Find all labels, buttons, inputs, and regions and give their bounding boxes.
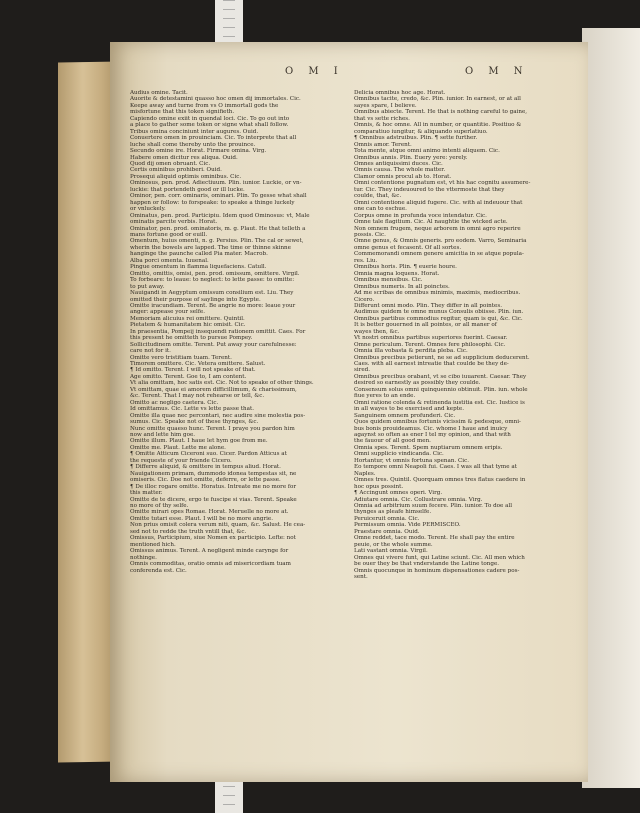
dictionary-line: Omitto, omittis, omisi, pen. prod. omissum, omittere. Virgil. [130,270,300,277]
dictionary-line: res. Liu. [354,257,378,264]
dictionary-line: Ad me scribas de omnibus minimis, maximis, mediocribus. [354,290,521,297]
dictionary-line: Naples. [354,470,376,477]
dictionary-line: Omnibus annis. Plin. Euery yere: yerely. [354,154,468,161]
dictionary-line: anger: appease your selfe. [130,309,205,316]
dictionary-line: Delicia omnibus hoc age. Horat. [354,90,446,96]
dictionary-line: Omnia spes. Terent. Spem nuptiarum omnem eripis. [354,444,503,451]
dictionary-line: omiseris. Cic. Doe not omitte, deferre, or lette passe. [130,477,281,484]
dictionary-line: Omnibus partibus commodius regitur, quam is qui, &c. Cic. [354,315,523,322]
dictionary-line: Omissus, Participium, siue Nomen ex participio. Lefte: not [130,535,296,542]
dictionary-line: Omitte vero tristitiam tuam. Terent. [130,354,232,361]
dictionary-line: sired. [354,367,371,374]
dictionary-line: omne genus et fecasent. Of all sortes. [354,244,462,251]
dictionary-line: this matter. [130,490,163,497]
dictionary-line: no more of thy selfe. [130,503,189,509]
dictionary-line: Omitto ac negligo caetera. Cic. [130,399,219,406]
dictionary-line: Alba porci omenta. Iuuenal. [130,257,209,264]
dictionary-line: the requeste of your friende Cicero. [130,457,232,464]
dictionary-line: Omnia magna loquens. Horat. [354,270,440,277]
dictionary-line: &c. Terent. That I may not rehearse or tell, &c. [130,393,265,400]
dictionary-line: ¶ Id omitto. Terent. I will not speake of that. [130,367,256,374]
dictionary-line: Timorem omittere. Cic. Vetera omittere. Salust. [130,361,266,368]
dictionary-line: Hortantur, vt omnis fortuna spenan. Cic. [354,457,469,464]
dictionary-line: be ouer they be that vnderstande the Latine tonge. [354,561,500,568]
dictionary-line: Omnibus horis. Plin. ¶ euerie houre. [354,264,457,271]
dictionary-line: Omne periculum. Terent. Omnes fere philosophi. Cic. [354,341,506,348]
dictionary-line: Tota mente, atque omni animo intenti aliquem. Cic. [354,148,500,155]
dictionary-line: Omni supplicio vindicanda. Cic. [354,451,444,458]
dictionary-line: Quod dij omen obruant. Cic. [130,160,211,167]
dictionary-line: Age omitto. Terent. Goe to, I am content. [130,373,247,380]
dictionary-line: agaynst so often as ener I tel my opinion, and that with [354,432,511,439]
dictionary-line: Peruiceruit omnia. Cic. [354,515,420,522]
dictionary-line: tur. Cic. They indeuoured to the vttermoste that they [354,186,505,193]
dictionary-line: Omni contentione pugnatum est, vt his hac cognitu assumere- [354,180,531,187]
dictionary-line: Omnibus abiecte. Terent. He that is nothing careful to gaine, [354,109,528,116]
dictionary-line: Nauigationem primam, dummodo idonea tempestas sit, ne [130,470,297,477]
dictionary-line: Prosequi aliquid optimis ominibus. Cic. [130,173,242,180]
dictionary-line: Omnibus precibus orabant, vt se cibo iuuarent. Caesar. They [354,373,527,380]
dictionary-line: Caes. with all earnest intreatie that coulde be they de- [354,361,509,368]
dictionary-line: Audimus quidem te omne munus Consulis obiisse. Plin. iun. [354,309,524,316]
dictionary-line: nothinge. [130,554,157,561]
dictionary-line: Eo tempore omni Neapoli fui. Caes. I was all that tyme at [354,464,517,471]
dictionary-line: Habere omen dicitur res aliqua. Ouid. [130,154,238,161]
dictionary-line: Omnis causa. The whole matter. [354,167,446,174]
dictionary-line: Omitte de te dicere, ergo te fuscipe si vias. Terent. Speake [130,496,297,503]
dictionary-line: comparatiuo iungitur, & aliquando superlatiuo. [354,128,488,135]
dictionary-line: Pietatem & humanitatem hic omisit. Cic. [130,322,246,329]
dictionary-line: Sollicitudinem omitte. Terent. Put away your carefulnesse: [130,341,297,348]
dictionary-line: Auorite & detestamini quasso hoc omen dij immortales. Cic. [130,96,301,103]
dictionary-line: care not for it. [130,348,171,355]
dictionary-line: Clamor omnis procul ab to. Horat. [354,173,452,180]
dictionary-line: to put away. [130,283,165,290]
dictionary-line: a place to gather some token or signe what shall follow. [130,122,289,129]
dictionary-line: Omitte illum. Plaut. I haue let hym goe from me. [130,438,268,445]
dictionary-line: Ominor, pen. corr. ominaris, ominari. Plin. To gesse what shall [130,193,307,200]
dictionary-line: bus bonis prouideamus. Cic. whome I haue and inuicy [354,425,508,432]
dictionary-line: or vnluckely. [130,206,166,213]
dictionary-line: that vs sette riches. [354,115,410,122]
dictionary-line: possis. Cic. [354,231,386,238]
dictionary-line: Differunt omni modo. Plin. They differ in all pointes. [354,302,502,309]
dictionary-line: sed not to redde the truth vntill that, &c. [130,528,247,535]
dictionary-line: Vt alia omittam, hoc satis est. Cic. Not to speake of other things. [130,380,314,387]
dictionary-line: Omnibus mensibus. Cic. [354,277,423,284]
right-column [354,90,576,580]
dictionary-line: sumus. Cic. Speake not of these thynges, &c. [130,419,259,426]
dictionary-line: Commemorandi omnem genere amicitia in se atque popula- [354,251,524,258]
dictionary-line: Omitte illa quae nec percontari, nec audire sine molestia pos- [130,412,306,419]
dictionary-line: conferenda est. Cic. [130,567,187,574]
dictionary-line: ominatis parcite verbis. Horat. [130,219,218,226]
dictionary-line: Non prius omisit colera verum niti, quam, &c. Salust. He cea- [130,522,306,529]
dictionary-line: Audius omine. Tacit. [130,90,188,96]
dictionary-line: ¶ Accingunt omnes operi. Virg. [354,490,443,497]
dictionary-line: Vt omittam, quae ei amorem difficillimum, & charissimum, [130,386,297,393]
dictionary-line: Corpus omne in profunda voce intendatur. Cic. [354,212,487,219]
dictionary-line: Ominosus, pen. prod. Adiectiuum. Plin. iunior. Luckie, or vn- [130,180,302,187]
dictionary-line: sent. [354,573,368,580]
dictionary-line: happen or follow: to forspeake: to speake a thinge luckely [130,199,295,206]
dictionary-line: Secundo omine ire. Horat. Firmare omina. Virg. [130,148,267,155]
dictionary-line: Omnibus precibus petierunt, ne se ad supplicium deducerent. [354,354,530,361]
dictionary-line: Omni ratione colenda & retinenda iustitia est. Cic. Iustice is [354,399,525,406]
dictionary-line: Omnibus numeris. In all poinctes. [354,283,450,290]
dictionary-line: To forbeare: to leaue: to neglect: to lette passe: to omitte: [130,277,295,284]
dictionary-line: now and lette him goe. [130,432,196,439]
dictionary-line: Omentum, huius omenti, n. g. Persius. Plin. The cal or sewet, [130,238,304,245]
dictionary-line: Capiendo omine exiit in quendal loci. Cic. To go out into [130,115,290,122]
dictionary-line: Conuertere omen in prouinciam. Cic. To interprete that all [130,135,297,142]
dictionary-line: Omitte iracundiam. Terent. Be angrie no more: leaue your [130,302,296,309]
dictionary-line: Nauigandi in Aegyptum omissum consilium est. Liu. They [130,290,294,297]
dictionary-line: Memoriam alicuius rei omittere. Quintil. [130,315,245,322]
dictionary-line: Non omnem frugem, neque arborem in omni agro reperire [354,225,521,232]
dictionary-line: Omitte me. Plaut. Lette me alone. [130,444,226,451]
dictionary-line: Omne genus, & Omnis generis. pro eodem. Varro, Seminaria [354,238,527,245]
dictionary-line: Sanguinem omnem profunderi. Cic. [354,412,456,419]
dictionary-line: coulde, that, &c. [354,193,402,200]
running-header [110,66,588,82]
dictionary-line: fiue yeres to an ende. [354,393,416,400]
dictionary-line: Omnis, & hoc omne. All in number, or quantitie. Positiuo & [354,122,522,129]
dictionary-line: one can to eschue. [354,206,407,213]
dictionary-line: In praesentia, Pompeij insequendi rationem omittit. Caes. For [130,328,306,335]
dictionary-line: Omitte tutari esse. Plaut. I will be no more angrie. [130,515,273,522]
dictionary-line: Omnes antiquissimi duces. Cic. [354,160,443,167]
dictionary-line: Vt nostri omnibus partibus superiores fuerint. Caesar. [354,335,508,342]
dictionary-line: peuie, or the whole summe. [354,541,433,548]
dictionary-line: thynges as pleafe himselfe. [354,509,432,516]
dictionary-line: Omnis amor. Terent. [354,141,412,148]
dictionary-line: Omnes tres. Quintil. Quorquam omnes tres flatus caedere in [354,477,526,484]
dictionary-line: hanginge the paunche called Pia mater. Macrob. [130,251,268,258]
dictionary-line: Omni contentione aliquid fugere. Cic. with al indeuour that [354,199,523,206]
left-column [130,90,352,574]
dictionary-page [110,42,588,782]
dictionary-line: ¶ De illoc rogare omitte. Horatus. Intreate me no more for [130,483,297,490]
dictionary-line: mans fortune good or euill. [130,231,208,238]
dictionary-line: Adiutare omnia. Cic. Collustrare omnia. Virg. [354,496,483,503]
dictionary-line: sayes spare, I believe. [354,102,417,109]
dictionary-line: It is better gouerned in all pointes, or all maner of [354,322,497,329]
dictionary-line: misfortune that this token signifieth. [130,109,235,116]
running-header-left: O M I [285,66,344,77]
dictionary-line: Omitte mirari opes Romae. Horat. Meruelle no more at. [130,509,289,516]
dictionary-line: Omne tale flagitium. Cic. Al naughtie the wicked acte. [354,219,508,226]
dictionary-line: Certis ominibus prohiberi. Ouid. [130,167,222,174]
dictionary-line: Tribus omina conciniunt inter augures. Ouid. [130,128,259,135]
dictionary-line: Id omittamus. Cic. Lette vs lette passe that. [130,406,255,413]
dictionary-line: ¶ Omnibus adstruibus. Plin. ¶ sette further. [354,135,478,142]
facing-page-edge [582,28,640,788]
dictionary-line: desired so earnestly as possibly they coulde. [354,380,481,387]
dictionary-line: mentioned hich. [130,541,176,548]
dictionary-line: Ominator, pen. prod. ominatoris, m. g. Plaut. He that telleth a [130,225,306,232]
dictionary-line: the fauour of all good men. [354,438,431,445]
dictionary-line: this present he omitteth to pursue Pompey. [130,335,253,342]
dictionary-line: Quos quidem omnibus fortunis vicissim & pedesque, omni- [354,419,521,426]
dictionary-line: Permissum omnia. Vide PERMISCEO. [354,522,461,529]
dictionary-line: Keepe away and turne from vs O immortall gods the [130,102,279,109]
dictionary-line: hoc opus possint. [354,483,404,490]
dictionary-line: luckie: that portendeth good or ill lucke. [130,186,245,193]
dictionary-line: wherin the bowels are lapped. The time or thinne skinne [130,244,291,251]
dictionary-line: Omnia ad arbitrium suum fecere. Plin. iunior. To doe all [354,503,513,509]
dictionary-line: ¶ Differre aliquid, & omittere in tempus aliud. Horat. [130,464,281,471]
dictionary-line: Omnis commoditas, oratio omnis ad misericordiam tuam [130,561,291,568]
dictionary-line: Omne reddet, tace modo. Terent. He shall pay the entire [354,535,515,542]
running-header-right: O M N [465,66,529,77]
dictionary-line: luche shall come thereby unto the prouince. [130,141,256,148]
dictionary-line: Nunc omitte quaeso hunc. Terent. I praye you pardon him [130,425,295,432]
dictionary-line: wayes then, &c. [354,328,400,335]
dictionary-line: Cicero. [354,296,375,303]
dictionary-line: Omnis quocunque in hominum dispensationes cadere pos- [354,567,520,574]
dictionary-line: Praestare omnia. Ouid. [354,528,420,535]
dictionary-line: Lati vastant omnia. Virgil. [354,548,428,555]
dictionary-line: ¶ Omitte Atticum Ciceroni suo. Cicer. Pardon Atticus at [130,451,287,458]
dictionary-line: Omnibus tacite, credo, &c. Plin. iunior. In earnest, or at all [354,96,521,103]
dictionary-line: Consensum solus omni quinquennio obtinuit. Plin. iun. whole [354,386,528,393]
dictionary-line: in all wayes to be exercised and kepte. [354,406,464,413]
dictionary-line: Pingue omentum in flamma liquefaciens. Catull. [130,264,267,271]
dictionary-line: Omnes qui vivere funt, qui Latine sciunt. Cic. All men which [354,554,525,561]
dictionary-line: Omnia illa vobasta & perdita pleba. Cic. [354,348,468,355]
dictionary-line: Ominatus, pen. prod. Participiu. Idem quod Ominosus: vt, Male [130,212,310,219]
dictionary-line: omitted their purpose of saylinge into Egypte. [130,296,261,303]
dictionary-line: Omissus animus. Terent. A negligent minde carynge for [130,548,289,555]
